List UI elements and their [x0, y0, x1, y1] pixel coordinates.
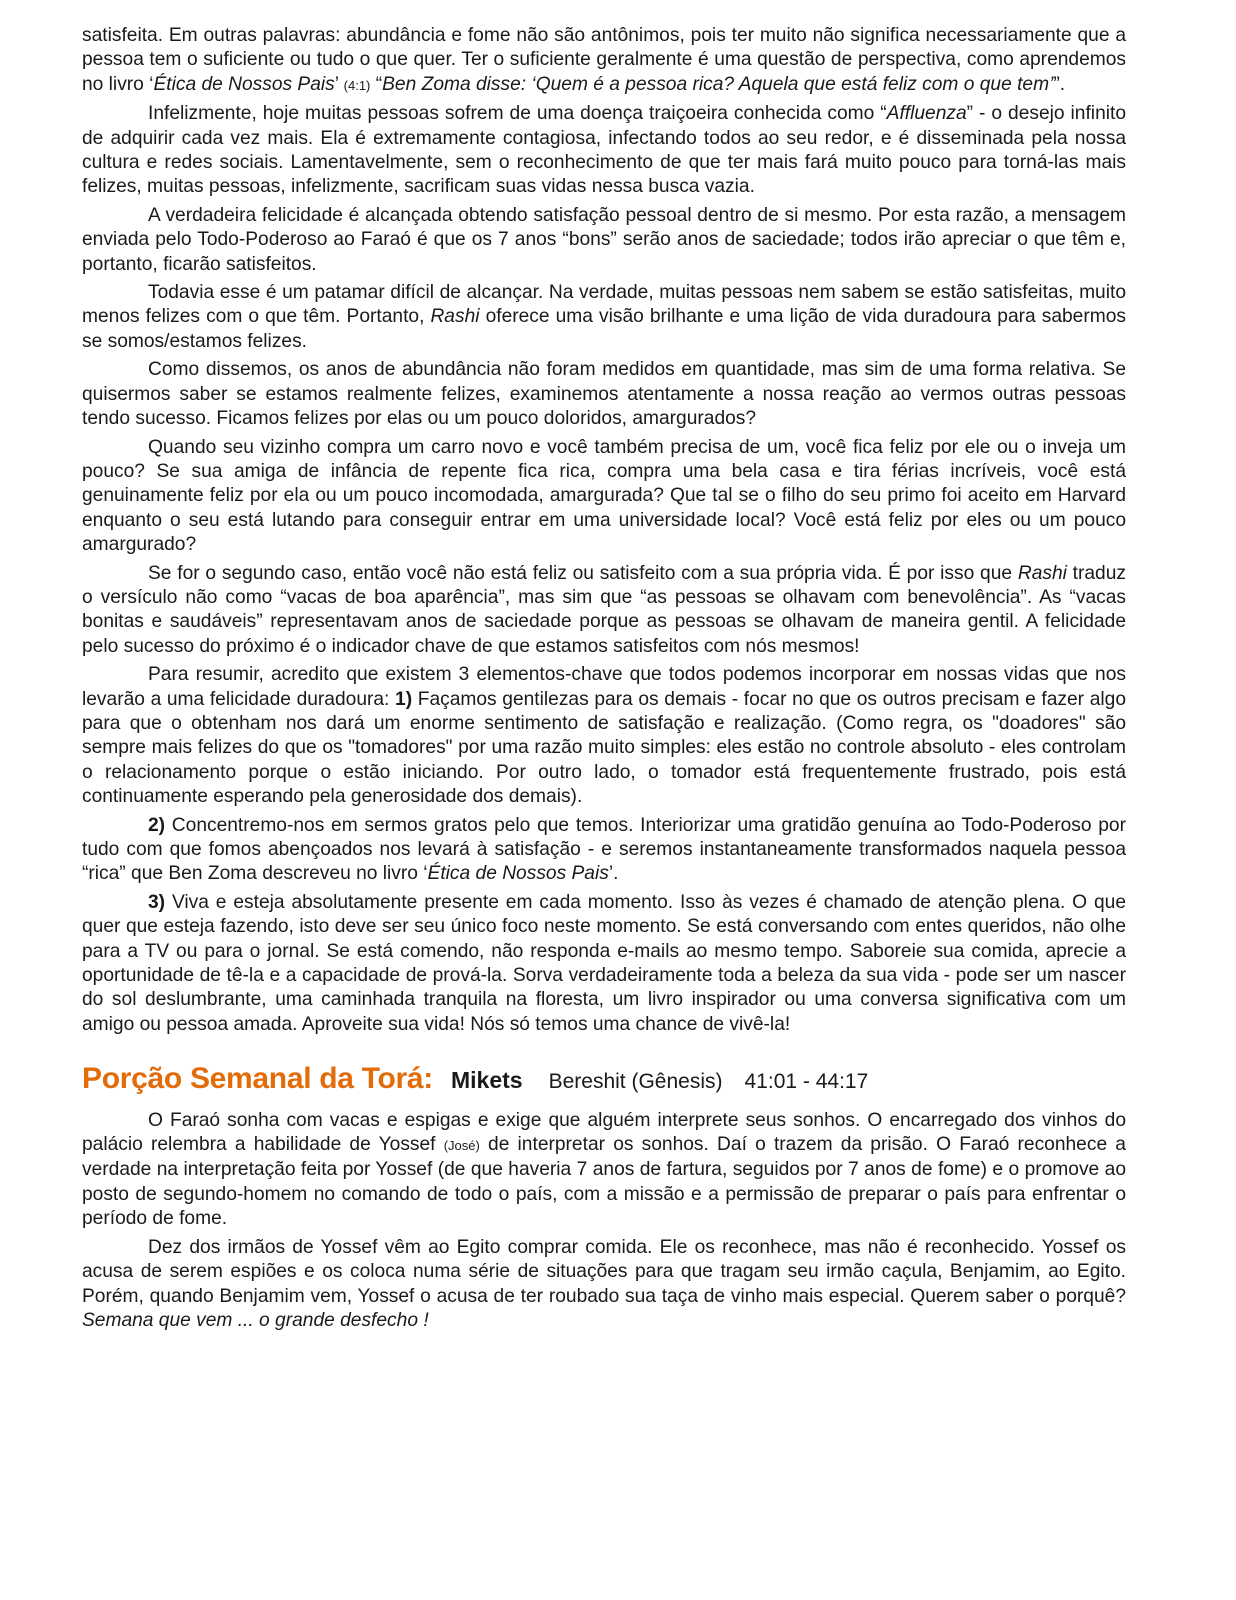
- portion-name: Mikets: [451, 1067, 523, 1094]
- portion-summary: [82, 1109, 1126, 1334]
- paragraph-1: satisfeita. Em outras palavras: abundância e fome não são antônimos, pois ter muito não significa necessariamente que a pessoa tem o suficiente ou tudo o que quer. Ter o suficiente geralmente é uma questão de perspectiva, como aprendemos no livro ‘Ética de Nossos Pais’ (4:1) “Ben Zoma disse: ‘Quem é a pessoa rica? Aquela que está feliz com o que tem’”.: [82, 25, 1126, 95]
- section-title: Porção Semanal da Torá:: [82, 1062, 433, 1096]
- portion-book: Bereshit (Gênesis): [548, 1070, 723, 1094]
- paragraph-7: Se for o segundo caso, então você não está feliz ou satisfeito com a sua própria vida. É por isso que Rashi traduz o versículo não como “vacas de boa aparência”, mas sim que “as pessoas se olhavam com benevolência”. As “vacas bonitas e saudáveis” representavam anos de saciedade porque as pessoas se olhavam de maneira gentil. A felicidade pelo sucesso do próximo é o indicador chave de que estamos satisfeitos com nós mesmos!: [82, 562, 1126, 657]
- portion-range: 41:01 - 44:17: [744, 1070, 869, 1094]
- torah-portion-heading: [82, 1062, 1126, 1096]
- portion-paragraph-2: Dez dos irmãos de Yossef vêm ao Egito comprar comida. Ele os reconhece, mas não é reconhecido. Yossef os acusa de serem espiões e os coloca numa série de situações para que tragam seu irmão caçula, Benjamim, ao Egito. Porém, quando Benjamim vem, Yossef o acusa de ter roubado sua taça de vinho mais especial. Querem saber o porquê? Semana que vem ... o grande desfecho !: [82, 1236, 1126, 1331]
- paragraph-3: A verdadeira felicidade é alcançada obtendo satisfação pessoal dentro de si mesmo. Por esta razão, a mensagem enviada pelo Todo-Poderoso ao Faraó é que os 7 anos “bons” serão anos de saciedade; todos irão apreciar o que têm e, portanto, ficarão satisfeitos.: [82, 204, 1126, 275]
- paragraph-9: 2) Concentremo-nos em sermos gratos pelo que temos. Interiorizar uma gratidão genuína ao Todo-Poderoso por tudo com que fomos abençoados nos levará à satisfação - e seremos instantaneamente transformados naquela pessoa “rica” que Ben Zoma descreveu no livro ‘Ética de Nossos Pais’.: [82, 814, 1126, 885]
- paragraph-5: Como dissemos, os anos de abundância não foram medidos em quantidade, mas sim de uma forma relativa. Se quisermos saber se estamos realmente felizes, examinemos atentamente a nossa reação ao vermos outras pessoas tendo sucesso. Ficamos felizes por elas ou um pouco doloridos, amargurados?: [82, 359, 1126, 430]
- paragraph-6: Quando seu vizinho compra um carro novo e você também precisa de um, você fica feliz por ele ou o inveja um pouco? Se sua amiga de infância de repente fica rica, compra uma bela casa e tira férias incríveis, você está genuinamente feliz por ela ou um pouco incomodada, amargurada? Que tal se o filho do seu primo foi aceito em Harvard enquanto o seu está lutando para conseguir entrar em uma universidade local? Você está feliz por eles ou um pouco amargurado?: [82, 436, 1126, 556]
- document-page: [82, 24, 1126, 1337]
- paragraph-8: Para resumir, acredito que existem 3 elementos-chave que todos podemos incorporar em nossas vidas que nos levarão a uma felicidade duradoura: 1) Façamos gentilezas para os demais - focar no que os outros precisam e fazer algo para que o obtenham nos dará um enorme sentimento de satisfação e realização. (Como regra, os "doadores" são sempre mais felizes do que os "tomadores" por uma razão muito simples: eles estão no controle absoluto - eles controlam o relacionamento porque o estão iniciando. Por outro lado, o tomador está frequentemente frustrado, pois está continuamente esperando pela generosidade dos demais).: [82, 664, 1126, 808]
- article-body: [82, 24, 1126, 1037]
- paragraph-10: 3) Viva e esteja absolutamente presente em cada momento. Isso às vezes é chamado de atenção plena. O que quer que esteja fazendo, isto deve ser seu único foco neste momento. Se está conversando com entes queridos, não olhe para a TV ou para o jornal. Se está comendo, não responda e-mails ao mesmo tempo. Saboreie sua comida, aprecie a oportunidade de tê-la e a capacidade de prová-la. Sorva verdadeiramente toda a beleza da sua vida - pode ser um nascer do sol deslumbrante, uma caminhada tranquila na floresta, um livro inspirador ou uma conversa significativa com um amigo ou pessoa amada. Aproveite sua vida! Nós só temos uma chance de vivê-la!: [82, 891, 1126, 1035]
- portion-paragraph-1: O Faraó sonha com vacas e espigas e exige que alguém interprete seus sonhos. O encarregado dos vinhos do palácio relembra a habilidade de Yossef (José) de interpretar os sonhos. Daí o trazem da prisão. O Faraó reconhece a verdade na interpretação feita por Yossef (de que haveria 7 anos de fartura, seguidos por 7 anos de fome) e o promove ao posto de segundo-homem no comando de todo o país, com a missão e a permissão de preparar o país para enfrentar o período de fome.: [82, 1109, 1126, 1230]
- paragraph-4: Todavia esse é um patamar difícil de alcançar. Na verdade, muitas pessoas nem sabem se estão satisfeitas, muito menos felizes com o que têm. Portanto, Rashi oferece uma visão brilhante e uma lição de vida duradoura para sabermos se somos/estamos felizes.: [82, 282, 1126, 352]
- paragraph-2: Infelizmente, hoje muitas pessoas sofrem de uma doença traiçoeira conhecida como “Affluenza” - o desejo infinito de adquirir cada vez mais. Ela é extremamente contagiosa, infectando todos ao seu redor, e é disseminada pela nossa cultura e redes sociais. Lamentavelmente, sem o reconhecimento de que ter mais fará muito pouco para torná-las mais felizes, muitas pessoas, infelizmente, sacrificam suas vidas nessa busca vazia.: [82, 103, 1127, 198]
